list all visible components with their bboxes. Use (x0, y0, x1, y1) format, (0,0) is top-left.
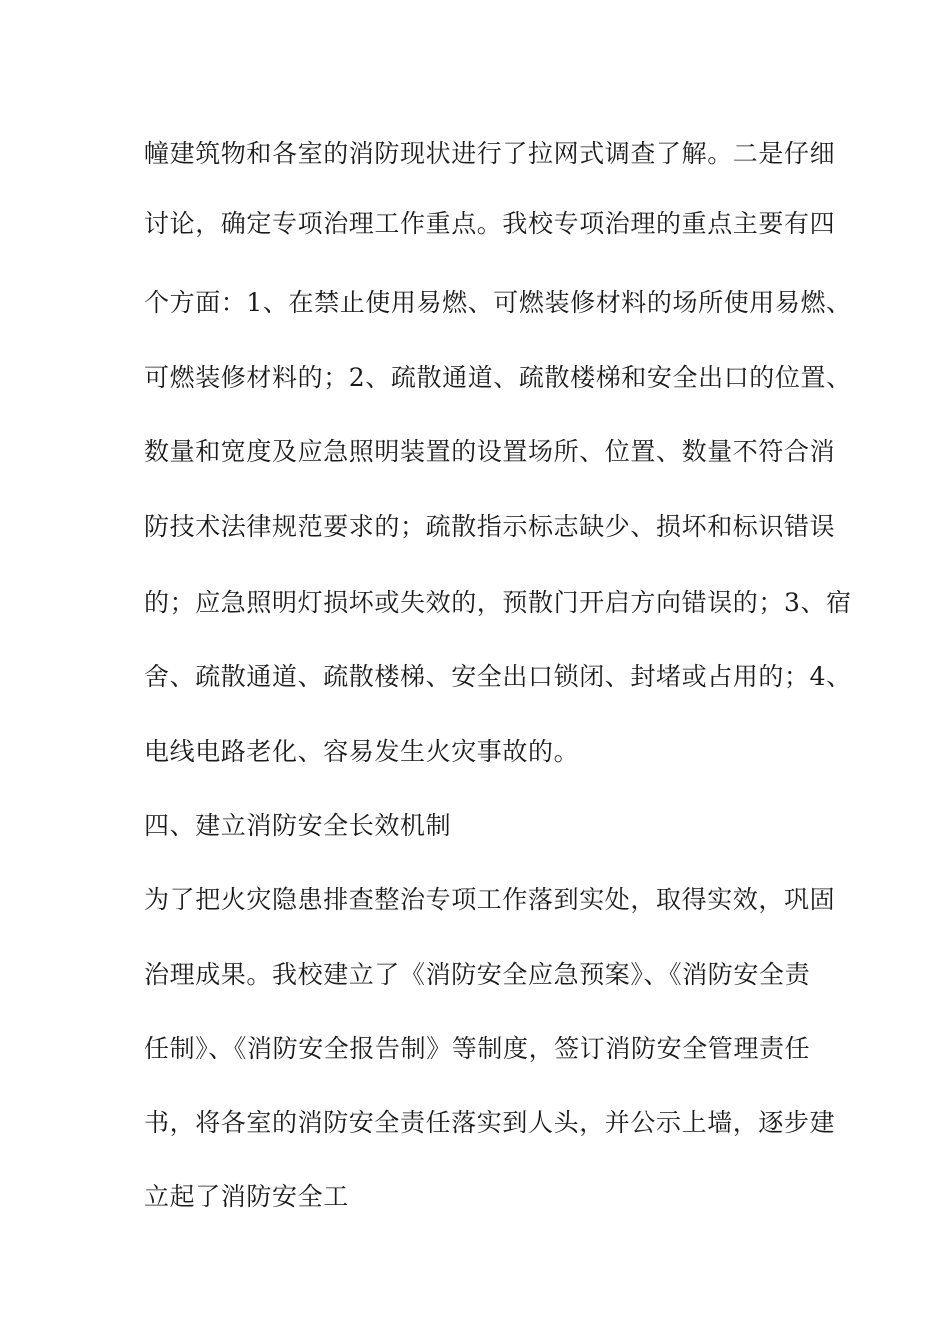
text-line: 可燃装修材料的；2、疏散通道、疏散楼梯和安全出口的位置、 (144, 363, 852, 392)
text-line: 电线电路老化、容易发生火灾事故的。 (144, 737, 580, 766)
text-line: 书，将各室的消防安全责任落实到人头，并公示上墙，逐步建 (144, 1108, 836, 1137)
section-heading: 四、建立消防安全长效机制 (144, 811, 452, 840)
text-line: 治理成果。我校建立了《消防安全应急预案》、《消防安全责 (144, 960, 811, 989)
text-line: 任制》、《消防安全报告制》等制度，签订消防安全管理责任 (144, 1034, 811, 1063)
text-line: 个方面：1、在禁止使用易燃、可燃装修材料的场所使用易燃、 (144, 288, 852, 317)
text-line: 舍、疏散通道、疏散楼梯、安全出口锁闭、封堵或占用的；4、 (144, 662, 852, 691)
text-line: 为了把火灾隐患排查整治专项工作落到实处，取得实效，巩固 (144, 885, 836, 914)
text-line: 的；应急照明灯损坏或失效的，预散门开启方向错误的；3、宿 (144, 588, 852, 617)
text-line: 立起了消防安全工 (144, 1182, 349, 1211)
text-line: 讨论，确定专项治理工作重点。我校专项治理的重点主要有四 (144, 209, 836, 238)
text-line: 幢建筑物和各室的消防现状进行了拉网式调查了解。二是仔细 (144, 139, 836, 168)
text-line: 数量和宽度及应急照明装置的设置场所、位置、数量不符合消 (144, 437, 836, 466)
text-line: 防技术法律规范要求的；疏散指示标志缺少、损坏和标识错误 (144, 512, 836, 541)
